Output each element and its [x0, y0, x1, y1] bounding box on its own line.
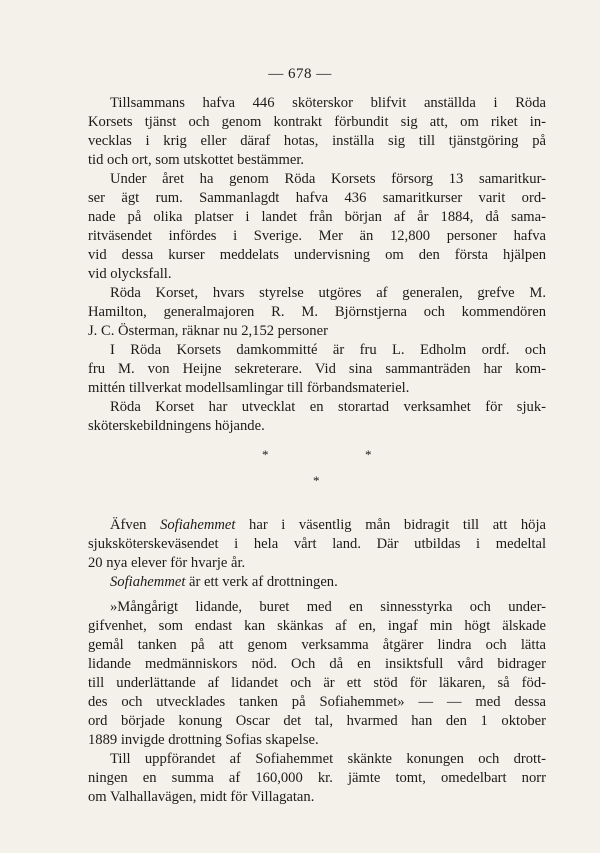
text-line: gemål tanken på att genom verksamma åtgärer lindra och lätta [88, 637, 546, 653]
text-line: vid olycksfall. [88, 266, 172, 282]
text-line: Till uppförandet af Sofiahemmet skänkte konungen och drott- [110, 751, 546, 767]
text-line: nade på olika platser i landet från början af år 1884, då sama- [88, 209, 546, 225]
text-line: vid dessa kurser meddelats undervisning om den första hjälpen [88, 247, 546, 263]
text-line: des och utvecklades tanken på Sofiahemmet» — — med dessa [88, 694, 546, 710]
text-line: 20 nya elever för hvarje år. [88, 555, 246, 571]
italic-title: Sofiahemmet [110, 574, 186, 590]
text-line: J. C. Österman, räknar nu 2,152 personer [88, 323, 328, 339]
text-line: »Mångårigt lidande, buret med en sinnesstyrka och under- [110, 599, 546, 615]
text-line: ritväsendet infördes i Sverige. Mer än 12,800 personer hafva [88, 228, 546, 244]
text-line: Äfven Sofiahemmet har i väsentlig mån bidragit till att höja [110, 517, 546, 533]
text-line: I Röda Korsets damkommitté är fru L. Edholm ordf. och [110, 342, 546, 358]
text-line: ord började konung Oscar det tal, hvarmed han den 1 oktober [88, 713, 546, 729]
text-line: Under året ha genom Röda Korsets försorg 13 samaritkur- [110, 171, 546, 187]
text-line: Sofiahemmet är ett verk af drottningen. [110, 574, 338, 590]
italic-title: Sofiahemmet [160, 517, 236, 533]
text-line: lidande medmänniskors nöd. Och då en insiktsfull vård bidrager [88, 656, 546, 672]
text-line: sköterskebildningens höjande. [88, 418, 265, 434]
text-line: Röda Korset, hvars styrelse utgöres af generalen, grefve M. [110, 285, 546, 301]
separator-asterisk: * [365, 447, 372, 462]
text-line: gifvenhet, som endast kan skänkas af en, ingaf min högt älskade [88, 618, 546, 634]
text-line: ser ägt rum. Sammanlagdt hafva 436 samaritkurser varit ord- [88, 190, 546, 206]
text-line: ningen en summa af 160,000 kr. jämte tomt, omedelbart norr [88, 770, 546, 786]
text-line: 1889 invigde drottning Sofias skapelse. [88, 732, 319, 748]
text-line: vecklas i krig eller däraf hotas, inställa sig till tjänstgöring på [88, 133, 546, 149]
text-line: sjuksköterskeväsendet i hela vårt land. Där utbildas i medeltal [88, 536, 546, 552]
text-line: Korsets tjänst och genom kontrakt förbundit sig att, om riket in- [88, 114, 546, 130]
separator-asterisk: * [262, 447, 269, 462]
text-line: mittén tillverkat modellsamlingar till förbandsmateriel. [88, 380, 410, 396]
text-line: Hamilton, generalmajoren R. M. Björnstjerna och kommendören [88, 304, 546, 320]
text-line: Tillsammans hafva 446 sköterskor blifvit anställda i Röda [110, 95, 546, 111]
text-line: till underlättande af lidandet och är ett stöd för läkaren, så föd- [88, 675, 546, 691]
text-line: tid och ort, som utskottet bestämmer. [88, 152, 305, 168]
text-line: fru M. von Heijne sekreterare. Vid sina sammanträden har kom- [88, 361, 546, 377]
separator-asterisk: * [313, 473, 320, 488]
text-line: om Valhallavägen, midt för Villagatan. [88, 789, 315, 805]
text-line: Röda Korset har utvecklat en storartad verksamhet för sjuk- [110, 399, 546, 415]
page-number: — 678 — [268, 66, 332, 82]
